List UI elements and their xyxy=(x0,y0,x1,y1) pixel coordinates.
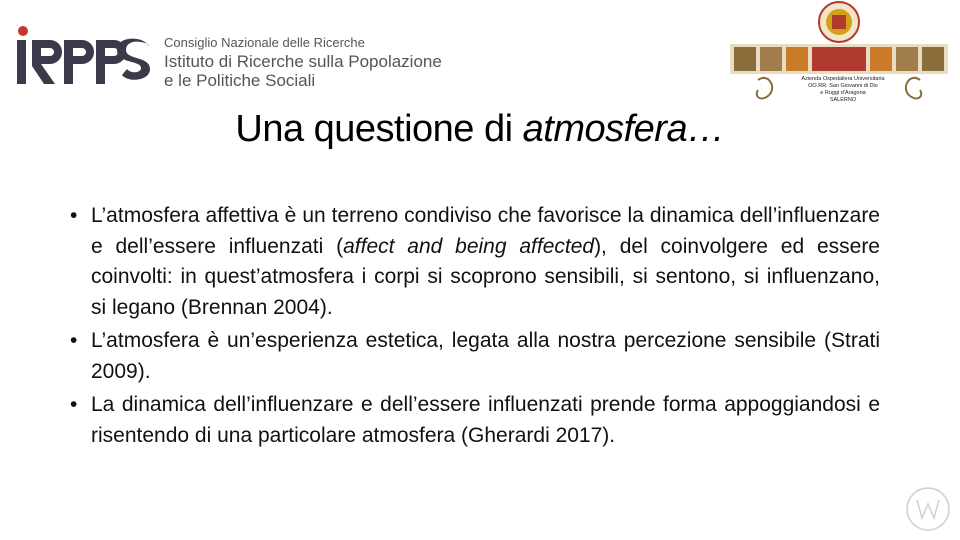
bullet-1-text-after: ), del coinvolgere ed essere coinvolti: in quest’atmosfera i corpi si scoprono sensibili, si sentono, si influenzano, si legano (Brennan 2004). xyxy=(91,234,880,319)
slide-title-italic: atmosfera… xyxy=(522,108,725,150)
bullet-1-italic: affect and being affected xyxy=(343,234,595,258)
hospital-line3: e Ruggi d'Aragona xyxy=(820,90,866,96)
irpps-logo-line3: e le Politiche Sociali xyxy=(164,71,316,90)
bullet-item-2 xyxy=(70,326,880,387)
irpps-logo-mark xyxy=(14,24,154,90)
hospital-line4: SALERNO xyxy=(829,97,857,103)
hospital-line2: OO.RR. San Giovanni di Dio xyxy=(808,83,878,89)
hospital-logo xyxy=(728,0,950,118)
bullet-item-1 xyxy=(70,201,880,323)
bullet-2-text: L’atmosfera è un’esperienza estetica, legata alla nostra percezione sensibile (Strati 2009). xyxy=(91,329,880,383)
irpps-logo-line1: Consiglio Nazionale delle Ricerche xyxy=(164,35,365,50)
bullet-list xyxy=(70,201,880,454)
slide-title xyxy=(0,108,960,151)
bullet-item-3 xyxy=(70,390,880,451)
hospital-logo-text xyxy=(778,76,908,104)
irpps-logo-line2: Istituto di Ricerche sulla Popolazione xyxy=(164,52,442,71)
watermark-icon xyxy=(905,486,951,532)
bullet-1-text-before: L’atmosfera affettiva è un terreno condiviso che favorisce la dinamica dell’influenzare e dell’essere influenzati ( xyxy=(91,204,880,258)
irpps-logo xyxy=(14,24,454,94)
hospital-line1: Azienda Ospedaliera Universitaria xyxy=(801,76,885,82)
bullet-3-text: La dinamica dell’influenzare e dell’essere influenzati prende forma appoggiandosi e risentendo di una particolare atmosfera (Gherardi 2017). xyxy=(91,393,880,447)
slide-title-main: Una questione di xyxy=(235,108,523,150)
